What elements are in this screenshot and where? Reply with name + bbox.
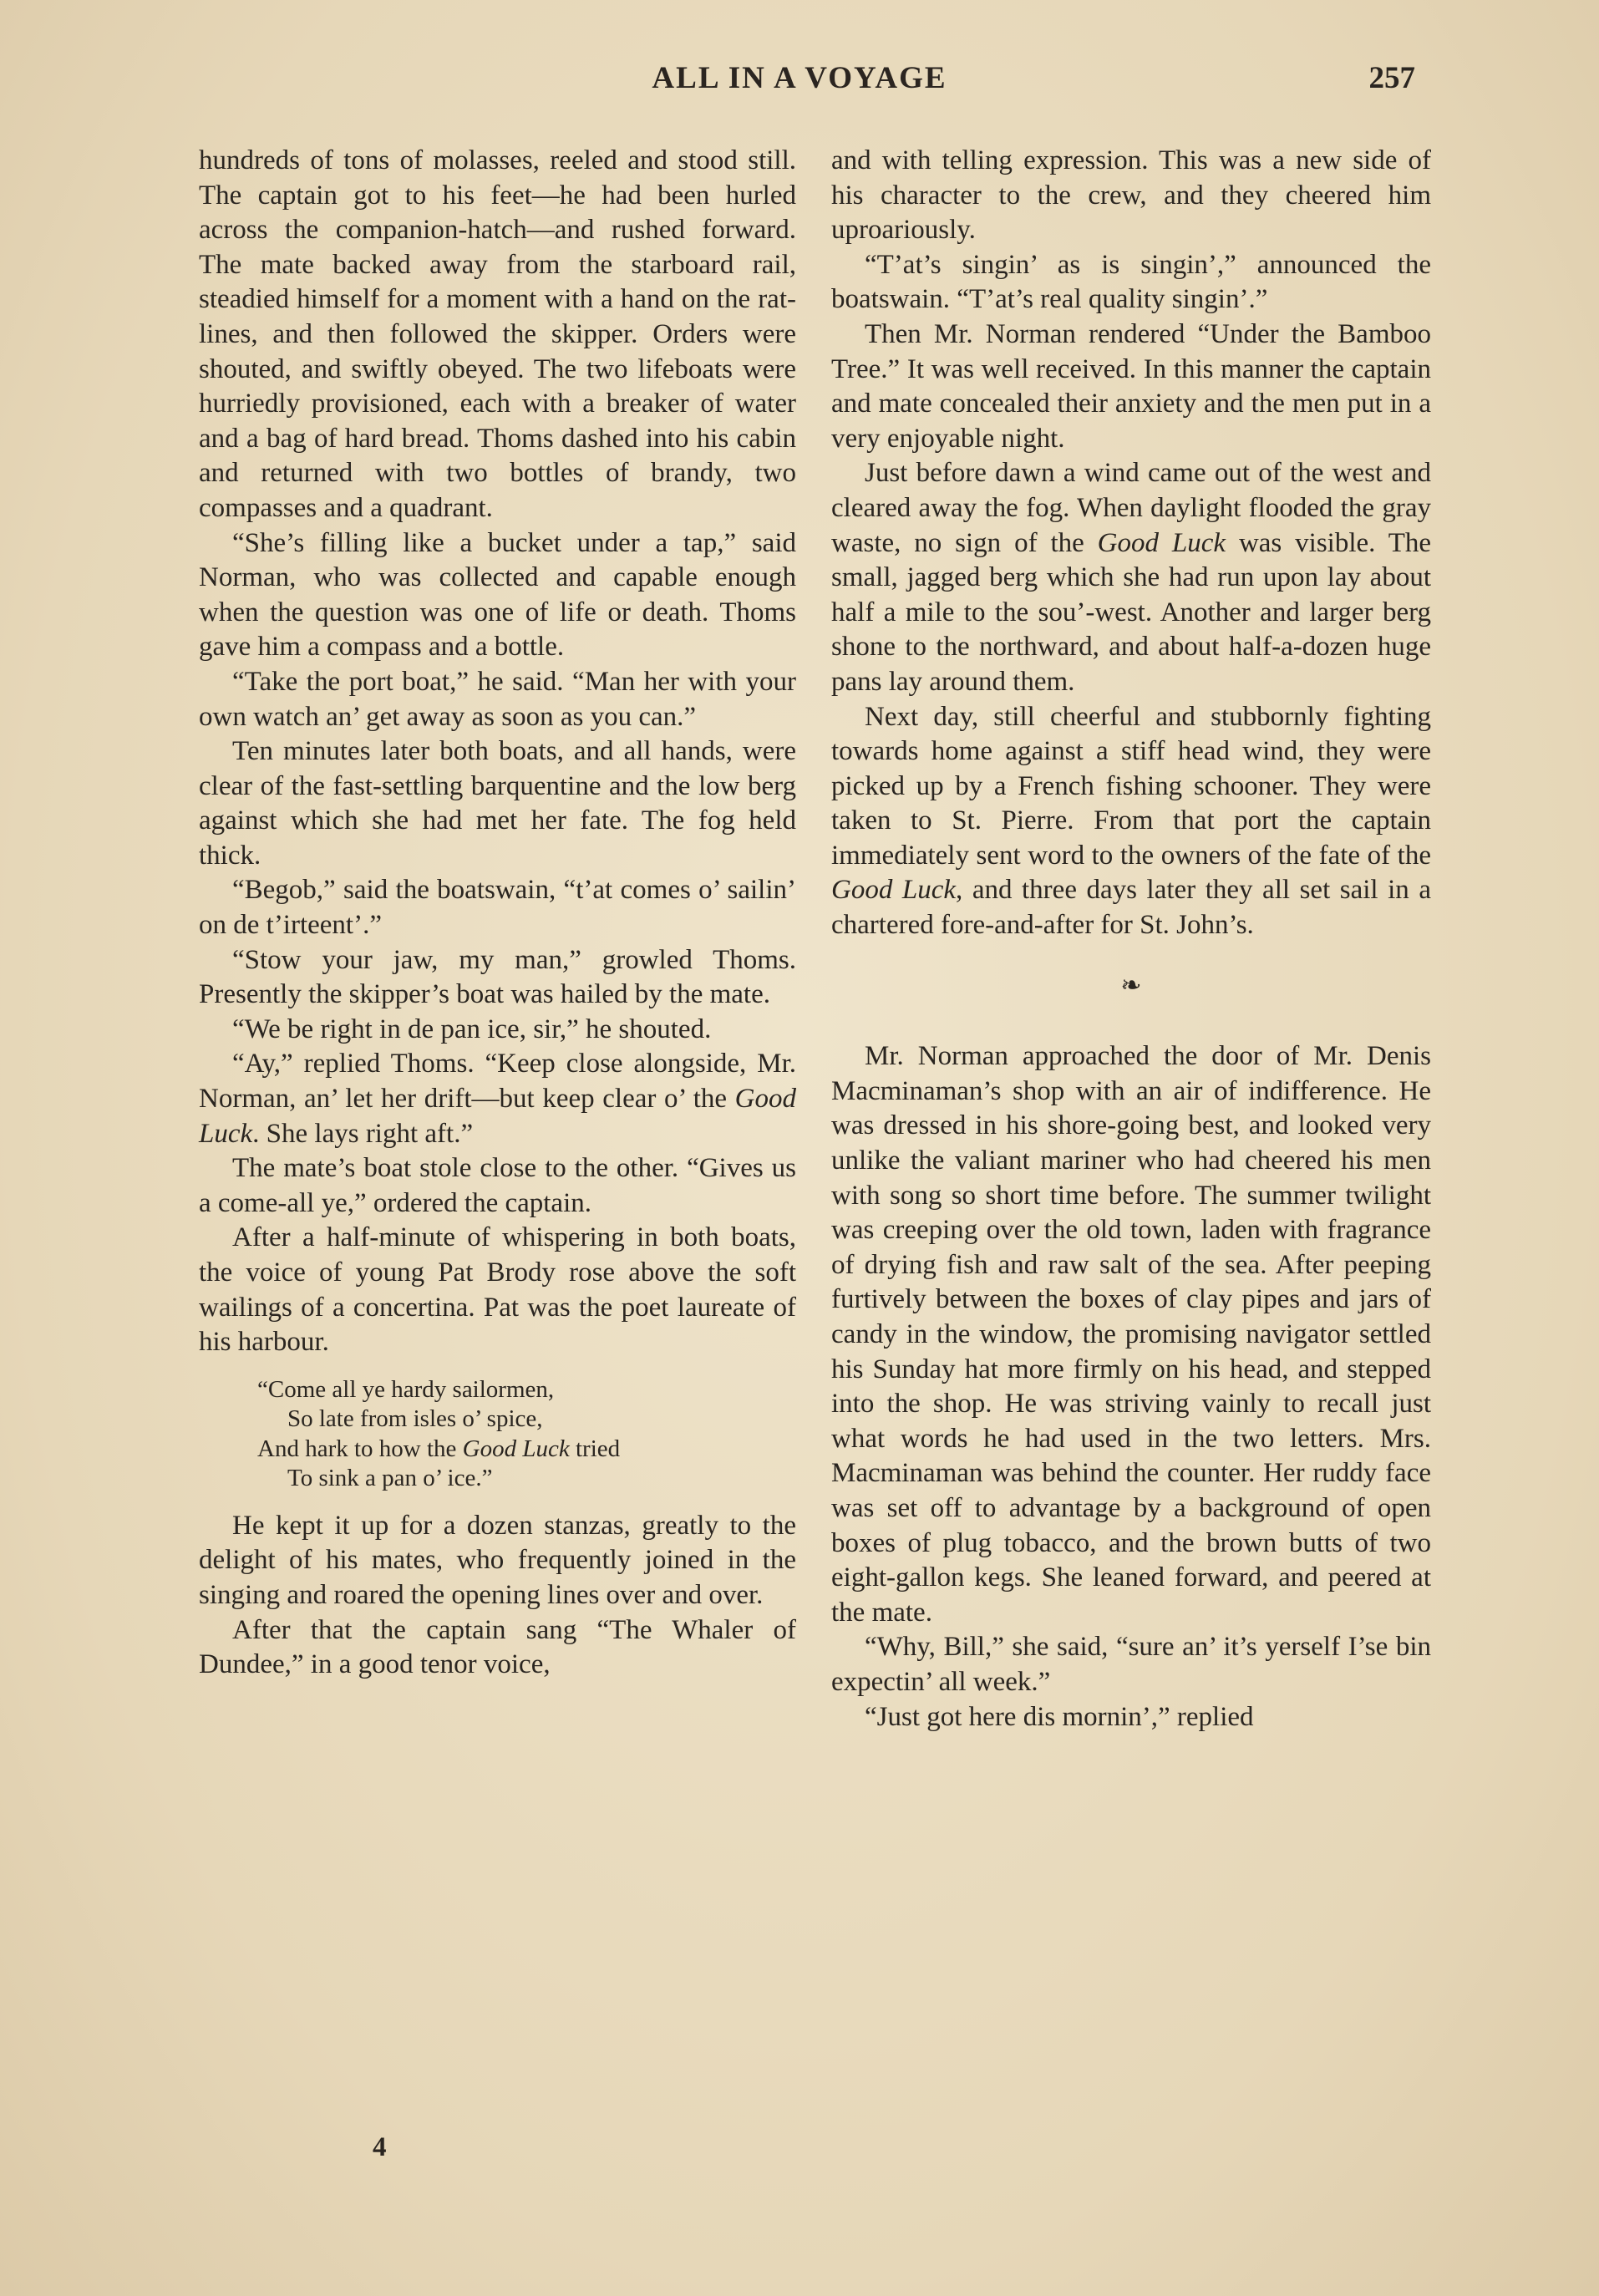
text-run: Next day, still cheerful and stubbornly fighting towards home against a stiff head wind, they were picked up by a French fishing schooner. They were taken to St. Pierre. From that port the captain immediately sent word to the owners of the fate of the: [831, 701, 1431, 871]
section-ornament-icon: ❧: [1120, 971, 1142, 999]
running-head: ALL IN A VOYAGE: [652, 61, 947, 95]
text-run: . She lays right aft.”: [252, 1118, 474, 1149]
signature-mark: 4: [373, 2132, 387, 2162]
left-column: [199, 144, 796, 1683]
paragraph: [831, 456, 1431, 699]
text-run: And hark to how the: [257, 1435, 463, 1462]
right-column: [831, 144, 1431, 1735]
paragraph: He kept it up for a dozen stanzas, greatly to the delight of his mates, who frequently joined in the singing and roared the opening lines over and over.: [199, 1510, 796, 1610]
ship-name: Good Luck: [1097, 527, 1226, 558]
verse-line: [257, 1435, 796, 1465]
paragraph: After a half-minute of whispering in both boats, the voice of young Pat Brody rose above the soft wailings of a concertina. Pat was the poet laureate of his harbour.: [199, 1222, 796, 1358]
paragraph: “We be right in de pan ice, sir,” he shouted.: [232, 1013, 712, 1044]
paragraph: After that the captain sang “The Whaler of Dundee,” in a good tenor voice,: [199, 1614, 796, 1680]
text-run: , and three days later they all set sail in a chartered fore-and-after for St. John’s.: [831, 875, 1431, 941]
paragraph: Mr. Norman approached the door of Mr. Denis Macminaman’s shop with an air of indifference. He was dressed in his shore-going best, and looked very unlike the valiant mariner who had cheered his men with song so short time before. The summer twilight was creeping over the old town, laden with fragrance of drying fish and raw salt of the sea. After peeping furtively between the boxes of clay pipes and jars of candy in the window, the promising navigator settled his Sunday hat more firmly on his head, and stepped into the shop. He was striving vainly to recall just what words he had used in the two letters. Mrs. Macminaman was behind the counter. Her ruddy face was set off to advantage by a background of open boxes of plug tobacco, and the brown butts of two eight-gallon kegs. She leaned forward, and peered at the mate.: [831, 1041, 1431, 1628]
paragraph: “Take the port boat,” he said. “Man her with your own watch an’ get away as soon as you can.”: [199, 666, 796, 732]
verse-line: “Come all ye hardy sailormen,: [257, 1375, 555, 1403]
paragraph: The mate’s boat stole close to the other. “Gives us a come-all ye,” ordered the captain.: [199, 1153, 796, 1218]
paragraph: Then Mr. Norman rendered “Under the Bamboo Tree.” It was well received. In this manner the captain and mate concealed their anxiety and the men put in a very enjoyable night.: [831, 318, 1431, 454]
paragraph: [199, 1047, 796, 1151]
paragraph: “She’s filling like a bucket under a tap,” said Norman, who was collected and capable enough when the question was one of life or death. Thoms gave him a compass and a bottle.: [199, 527, 796, 663]
verse-block: [257, 1375, 796, 1494]
paragraph: [831, 700, 1431, 943]
ship-name: Good Luck: [462, 1435, 570, 1462]
text-run: “Ay,” replied Thoms. “Keep close alongside, Mr. Norman, an’ let her drift—but keep clear o’ the: [199, 1049, 796, 1115]
ship-name: Good Luck: [199, 1084, 796, 1149]
paragraph: “Stow your jaw, my man,” growled Thoms. Presently the skipper’s boat was hailed by the mate.: [199, 944, 796, 1010]
page-header: [0, 60, 1599, 110]
text-run: tried: [569, 1435, 621, 1462]
paragraph: “T’at’s singin’ as is singin’,” announced the boatswain. “T’at’s real quality singin’.”: [831, 249, 1431, 315]
verse-line: So late from isles o’ spice,: [287, 1405, 543, 1433]
paragraph: hundreds of tons of molasses, reeled and stood still. The captain got to his feet—he had been hurled across the companion-hatch—and rushed forward. The mate backed away from the starboard rail, steadied himself for a moment with a hand on the rat-lines, and then followed the skipper. Orders were shouted, and swiftly obeyed. The two lifeboats were hurriedly provisioned, each with a breaker of water and a bag of hard bread. Thoms dashed into his cabin and returned with two bottles of brandy, two compasses and a quadrant.: [199, 145, 796, 523]
paragraph: “Begob,” said the boatswain, “t’at comes o’ sailin’ on de t’irteent’.”: [199, 875, 796, 941]
paragraph: “Why, Bill,” she said, “sure an’ it’s yerself I’se bin expectin’ all week.”: [831, 1632, 1431, 1697]
ship-name: Good Luck: [831, 875, 957, 906]
verse-line: To sink a pan o’ ice.”: [287, 1465, 493, 1492]
page-number: 257: [1368, 61, 1415, 95]
text-run: was visible. The small, jagged berg which she had run upon lay about half a mile to the sou’-west. Another and larger berg shone to the northward, and about half-a-dozen huge pans lay around them.: [831, 527, 1431, 697]
paragraph: and with telling expression. This was a new side of his character to the crew, and they cheered him uproariously.: [831, 145, 1431, 246]
text-run: Just before dawn a wind came out of the west and cleared away the fog. When daylight flooded the gray waste, no sign of the: [831, 458, 1431, 558]
paragraph: Ten minutes later both boats, and all hands, were clear of the fast-settling barquentine and the low berg against which she had met her fate. The fog held thick.: [199, 736, 796, 871]
paragraph: “Just got here dis mornin’,” replied: [865, 1701, 1254, 1732]
